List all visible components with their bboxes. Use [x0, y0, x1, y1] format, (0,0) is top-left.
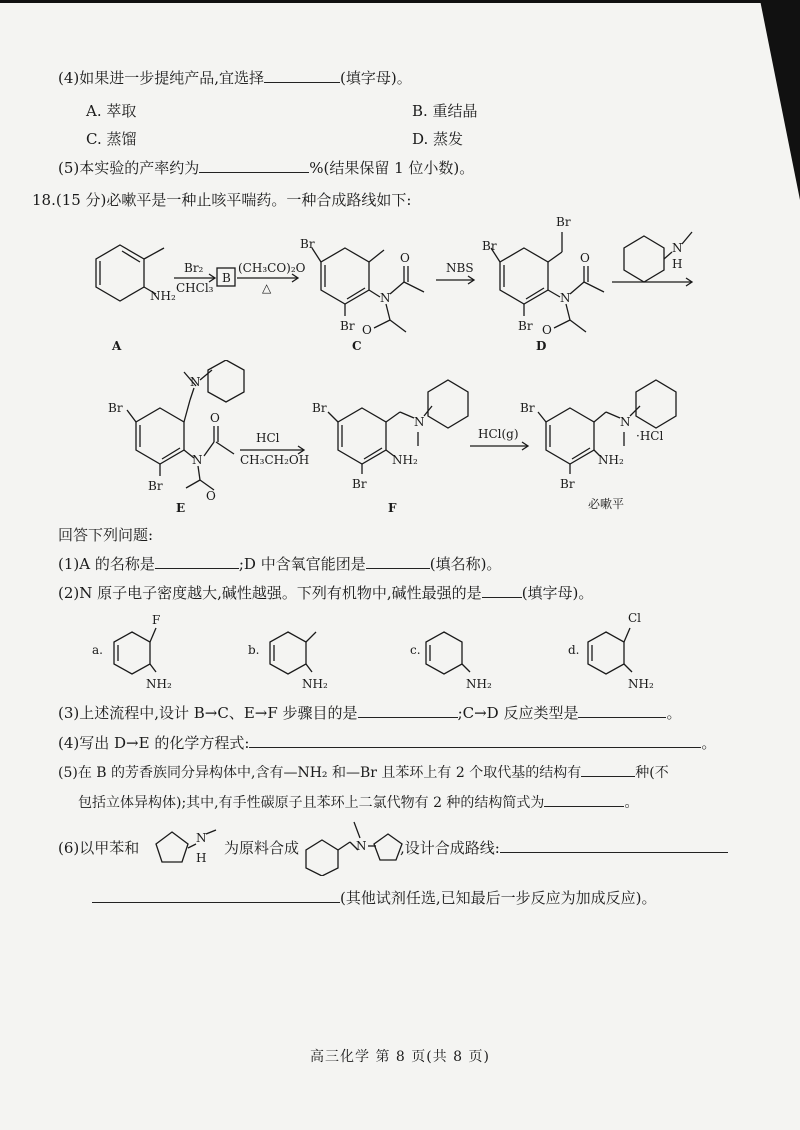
atom-n: N: [414, 415, 425, 429]
answer-blank[interactable]: [199, 158, 309, 173]
q18-part2: [58, 583, 593, 603]
q17-part4: [58, 68, 412, 88]
atom-o: O: [210, 411, 220, 425]
q3-mid: ;C→D 反应类型是: [457, 704, 579, 722]
q5-line2-text: 包括立体异构体);其中,有手性碳原子且苯环上二氯代物有 2 种的结构简式为: [78, 795, 545, 811]
q18-part3: [58, 703, 681, 723]
option-d: D. 蒸发: [412, 130, 464, 148]
option-c: C. 蒸馏: [86, 130, 137, 148]
q1-tail: (填名称)。: [429, 555, 502, 573]
reagent-ac2o: (CH₃CO)₂O: [238, 261, 306, 275]
choice-c: [410, 632, 492, 690]
answer-header: 回答下列问题:: [58, 526, 154, 544]
q17-p5-text: (5)本实验的产率约为: [58, 159, 200, 177]
answer-blank[interactable]: [366, 554, 430, 569]
compound-d: [482, 215, 604, 353]
answer-blank[interactable]: [358, 703, 458, 718]
reagent-hcl: HCl: [256, 431, 280, 445]
label-f: F: [388, 501, 397, 515]
atom-br: Br: [340, 319, 355, 333]
q3-text: (3)上述流程中,设计 B→C、E→F 步骤目的是: [58, 704, 358, 722]
choice-c-label: c.: [410, 643, 421, 657]
q2-tail: (填字母)。: [521, 584, 594, 602]
q18-part4: [58, 733, 716, 753]
q17-p5-tail: %(结果保留 1 位小数)。: [309, 159, 475, 177]
q1-mid: ;D 中含氧官能团是: [238, 555, 366, 573]
reagent-chcl3: CHCl₃: [176, 281, 214, 295]
atom-o: O: [542, 323, 552, 337]
atom-br: Br: [556, 215, 571, 229]
reagent-amine: [624, 232, 692, 282]
atom-br: Br: [312, 401, 327, 415]
choice-d-label: d.: [568, 643, 580, 657]
atom-nh2: NH₂: [598, 453, 624, 467]
atom-o: O: [400, 251, 410, 265]
q1-text: (1)A 的名称是: [58, 555, 155, 573]
atom-nh2: NH₂: [628, 677, 654, 690]
choice-d: [568, 611, 654, 690]
q5-tail: 种(不: [635, 765, 669, 781]
synthesis-row-1: [0, 210, 800, 360]
atom-br: Br: [520, 401, 535, 415]
atom-hcl-salt: ·HCl: [636, 429, 664, 443]
q5-line2-tail: 。: [624, 795, 639, 811]
choice-b-label: b.: [248, 643, 260, 657]
q4-text: (4)写出 D→E 的化学方程式:: [58, 734, 250, 752]
q6-line2-tail: (其他试剂任选,已知最后一步反应为加成反应)。: [340, 889, 657, 907]
answer-blank[interactable]: [92, 888, 340, 903]
q18-intro: 18.(15 分)必嗽平是一种止咳平喘药。一种合成路线如下:: [32, 191, 412, 209]
reagent-br2: Br₂: [184, 261, 204, 275]
reagent-heat: △: [262, 281, 272, 295]
reagent-ethanol: CH₃CH₂OH: [240, 453, 310, 467]
q17-part5: [58, 158, 474, 178]
label-e: E: [176, 501, 186, 515]
atom-n: N: [672, 241, 683, 255]
atom-nh2: NH₂: [392, 453, 418, 467]
answer-blank[interactable]: [264, 68, 340, 83]
atom-o: O: [206, 489, 216, 503]
answer-blank[interactable]: [578, 703, 666, 718]
choice-a: [92, 613, 172, 690]
atom-n: N: [192, 453, 203, 467]
atom-o: O: [580, 251, 590, 265]
atom-n: N: [196, 831, 207, 845]
q6-prefix: (6)以甲苯和: [58, 839, 140, 857]
basicity-choices: [0, 608, 800, 690]
atom-br: Br: [482, 239, 497, 253]
atom-n: N: [560, 291, 571, 305]
compound-e: [108, 360, 244, 515]
reagent-hcl-gas: HCl(g): [478, 427, 519, 441]
atom-n: N: [620, 415, 631, 429]
q3-tail: 。: [666, 704, 682, 722]
q4-tail: 。: [701, 734, 717, 752]
q6-tail: ,设计合成路线:: [400, 839, 500, 857]
atom-nh2: NH₂: [466, 677, 492, 690]
label-c: C: [352, 339, 362, 353]
atom-br: Br: [300, 237, 315, 251]
atom-cl: Cl: [628, 611, 642, 625]
reagent-nbs: NBS: [446, 261, 474, 275]
atom-o: O: [362, 323, 372, 337]
answer-blank[interactable]: [544, 792, 624, 807]
atom-h: H: [672, 257, 683, 271]
atom-nh2: NH₂: [146, 677, 172, 690]
answer-blank[interactable]: [249, 733, 701, 748]
atom-nh2: NH₂: [150, 289, 176, 303]
compound-c: [300, 237, 424, 353]
answer-blank[interactable]: [155, 554, 239, 569]
answer-blank[interactable]: [500, 838, 728, 853]
q18-part1: [58, 554, 501, 574]
atom-br: Br: [148, 479, 163, 493]
q18-part5-line2: [78, 792, 638, 813]
compound-a: [96, 245, 176, 353]
q17-p4-text: (4)如果进一步提纯产品,宜选择: [58, 69, 265, 87]
option-b: B. 重结晶: [412, 102, 478, 120]
atom-h: H: [196, 851, 207, 865]
atom-br: Br: [108, 401, 123, 415]
atom-br: Br: [518, 319, 533, 333]
q18-part6-line2: [92, 888, 656, 908]
atom-n: N: [190, 375, 201, 389]
answer-blank[interactable]: [482, 583, 522, 598]
box-b-label: B: [222, 271, 231, 285]
compound-f: [312, 380, 468, 515]
atom-nh2: NH₂: [302, 677, 328, 690]
q17-p4-tail: (填字母)。: [340, 69, 412, 87]
atom-n: N: [356, 839, 367, 853]
q2-text: (2)N 原子电子密度越大,碱性越强。下列有机物中,碱性最强的是: [58, 584, 482, 602]
label-d: D: [536, 339, 547, 353]
page-footer: 高三化学 第 8 页(共 8 页): [310, 1049, 490, 1065]
atom-br: Br: [560, 477, 575, 491]
atom-br: Br: [352, 477, 367, 491]
q5-text: (5)在 B 的芳香族同分异构体中,含有—NH₂ 和—Br 且苯环上有 2 个取代基的结构有: [58, 765, 582, 781]
q18-part6-tail: [400, 838, 728, 858]
label-product: 必嗽平: [588, 497, 625, 511]
compound-product: [520, 380, 676, 511]
q6-target: [302, 816, 412, 876]
choice-b: [248, 632, 328, 690]
q6-reagent-amine: [150, 822, 220, 872]
label-a: A: [112, 339, 122, 353]
atom-n: N: [380, 291, 391, 305]
synthesis-row-2: [0, 360, 800, 520]
answer-blank[interactable]: [581, 762, 635, 777]
q18-part5-line1: [58, 762, 669, 783]
option-a: A. 萃取: [86, 102, 137, 120]
choice-a-label: a.: [92, 643, 103, 657]
atom-f: F: [152, 613, 161, 627]
q6-mid: 为原料合成: [224, 839, 300, 857]
